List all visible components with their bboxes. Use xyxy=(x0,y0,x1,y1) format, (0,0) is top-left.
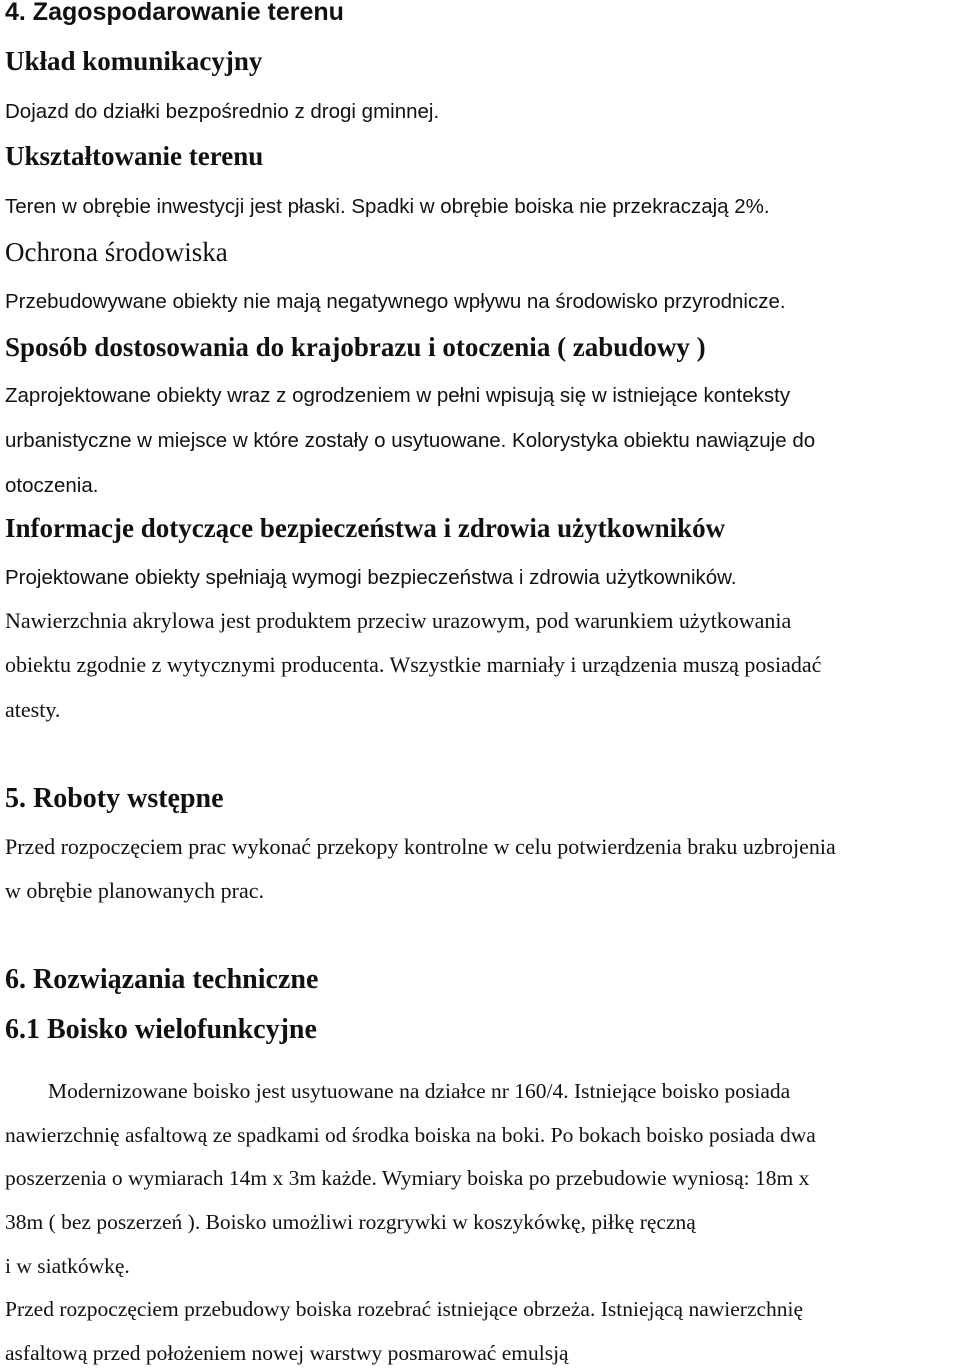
uksztaltowanie-text: Teren w obrębie inwestycji jest płaski. Spadki w obrębie boiska nie przekraczają 2%. xyxy=(5,195,770,218)
sposob-line: Zaprojektowane obiekty wraz z ogrodzeniem w pełni wpisują się w istniejące konteksty xyxy=(5,384,791,407)
section-5-heading: 5. Roboty wstępne xyxy=(5,783,224,814)
s5-line: Przed rozpoczęciem prac wykonać przekopy kontrolne w celu potwierdzenia braku uzbrojenia xyxy=(5,834,836,859)
s5-line: w obrębie planowanych prac. xyxy=(5,878,265,903)
bhp-line: Nawierzchnia akrylowa jest produktem przeciw urazowym, pod warunkiem użytkowania xyxy=(5,608,792,633)
s6-line: Modernizowane boisko jest usytuowane na działce nr 160/4. Istniejące boisko posiada xyxy=(48,1079,791,1103)
s6-line: i w siatkówkę. xyxy=(5,1254,130,1278)
bhp-heading: Informacje dotyczące bezpieczeństwa i zdrowia użytkowników xyxy=(5,513,726,543)
sposob-line: urbanistyczne w miejsce w które zostały o usytuowane. Kolorystyka obiektu nawiązuje do xyxy=(5,429,816,452)
section-6-heading: 6. Rozwiązania techniczne xyxy=(5,964,319,995)
s6-line: nawierzchnię asfaltową ze spadkami od środka boiska na boki. Po bokach boisko posiada dwa xyxy=(5,1123,816,1147)
ochrona-heading: Ochrona środowiska xyxy=(5,237,228,267)
ochrona-text: Przebudowywane obiekty nie mają negatywnego wpływu na środowisko przyrodnicze. xyxy=(5,290,786,313)
bhp-line: Projektowane obiekty spełniają wymogi bezpieczeństwa i zdrowia użytkowników. xyxy=(5,566,737,589)
s6-line: poszerzenia o wymiarach 14m x 3m każde. Wymiary boiska po przebudowie wyniosą: 18m x xyxy=(5,1166,810,1190)
s6-line: Przed rozpoczęciem przebudowy boiska rozebrać istniejące obrzeża. Istniejącą nawierzchnię xyxy=(5,1297,804,1321)
sposob-heading: Sposób dostosowania do krajobrazu i otoczenia ( zabudowy ) xyxy=(5,332,706,362)
uksztaltowanie-heading: Ukształtowanie terenu xyxy=(5,141,264,171)
bhp-line: atesty. xyxy=(5,697,61,722)
sposob-line: otoczenia. xyxy=(5,474,99,497)
uklad-heading: Układ komunikacyjny xyxy=(5,46,263,76)
section-4-heading: 4. Zagospodarowanie terenu xyxy=(5,0,344,26)
s6-line: 38m ( bez poszerzeń ). Boisko umożliwi rozgrywki w koszykówkę, piłkę ręczną xyxy=(5,1210,696,1234)
bhp-line: obiektu zgodnie z wytycznymi producenta. Wszystkie marniały i urządzenia muszą posiadać xyxy=(5,652,822,677)
s6-line: asfaltową przed położeniem nowej warstwy posmarować emulsją xyxy=(5,1341,569,1365)
uklad-text: Dojazd do działki bezpośrednio z drogi gminnej. xyxy=(5,100,440,123)
section-6-1-heading: 6.1 Boisko wielofunkcyjne xyxy=(5,1014,317,1045)
